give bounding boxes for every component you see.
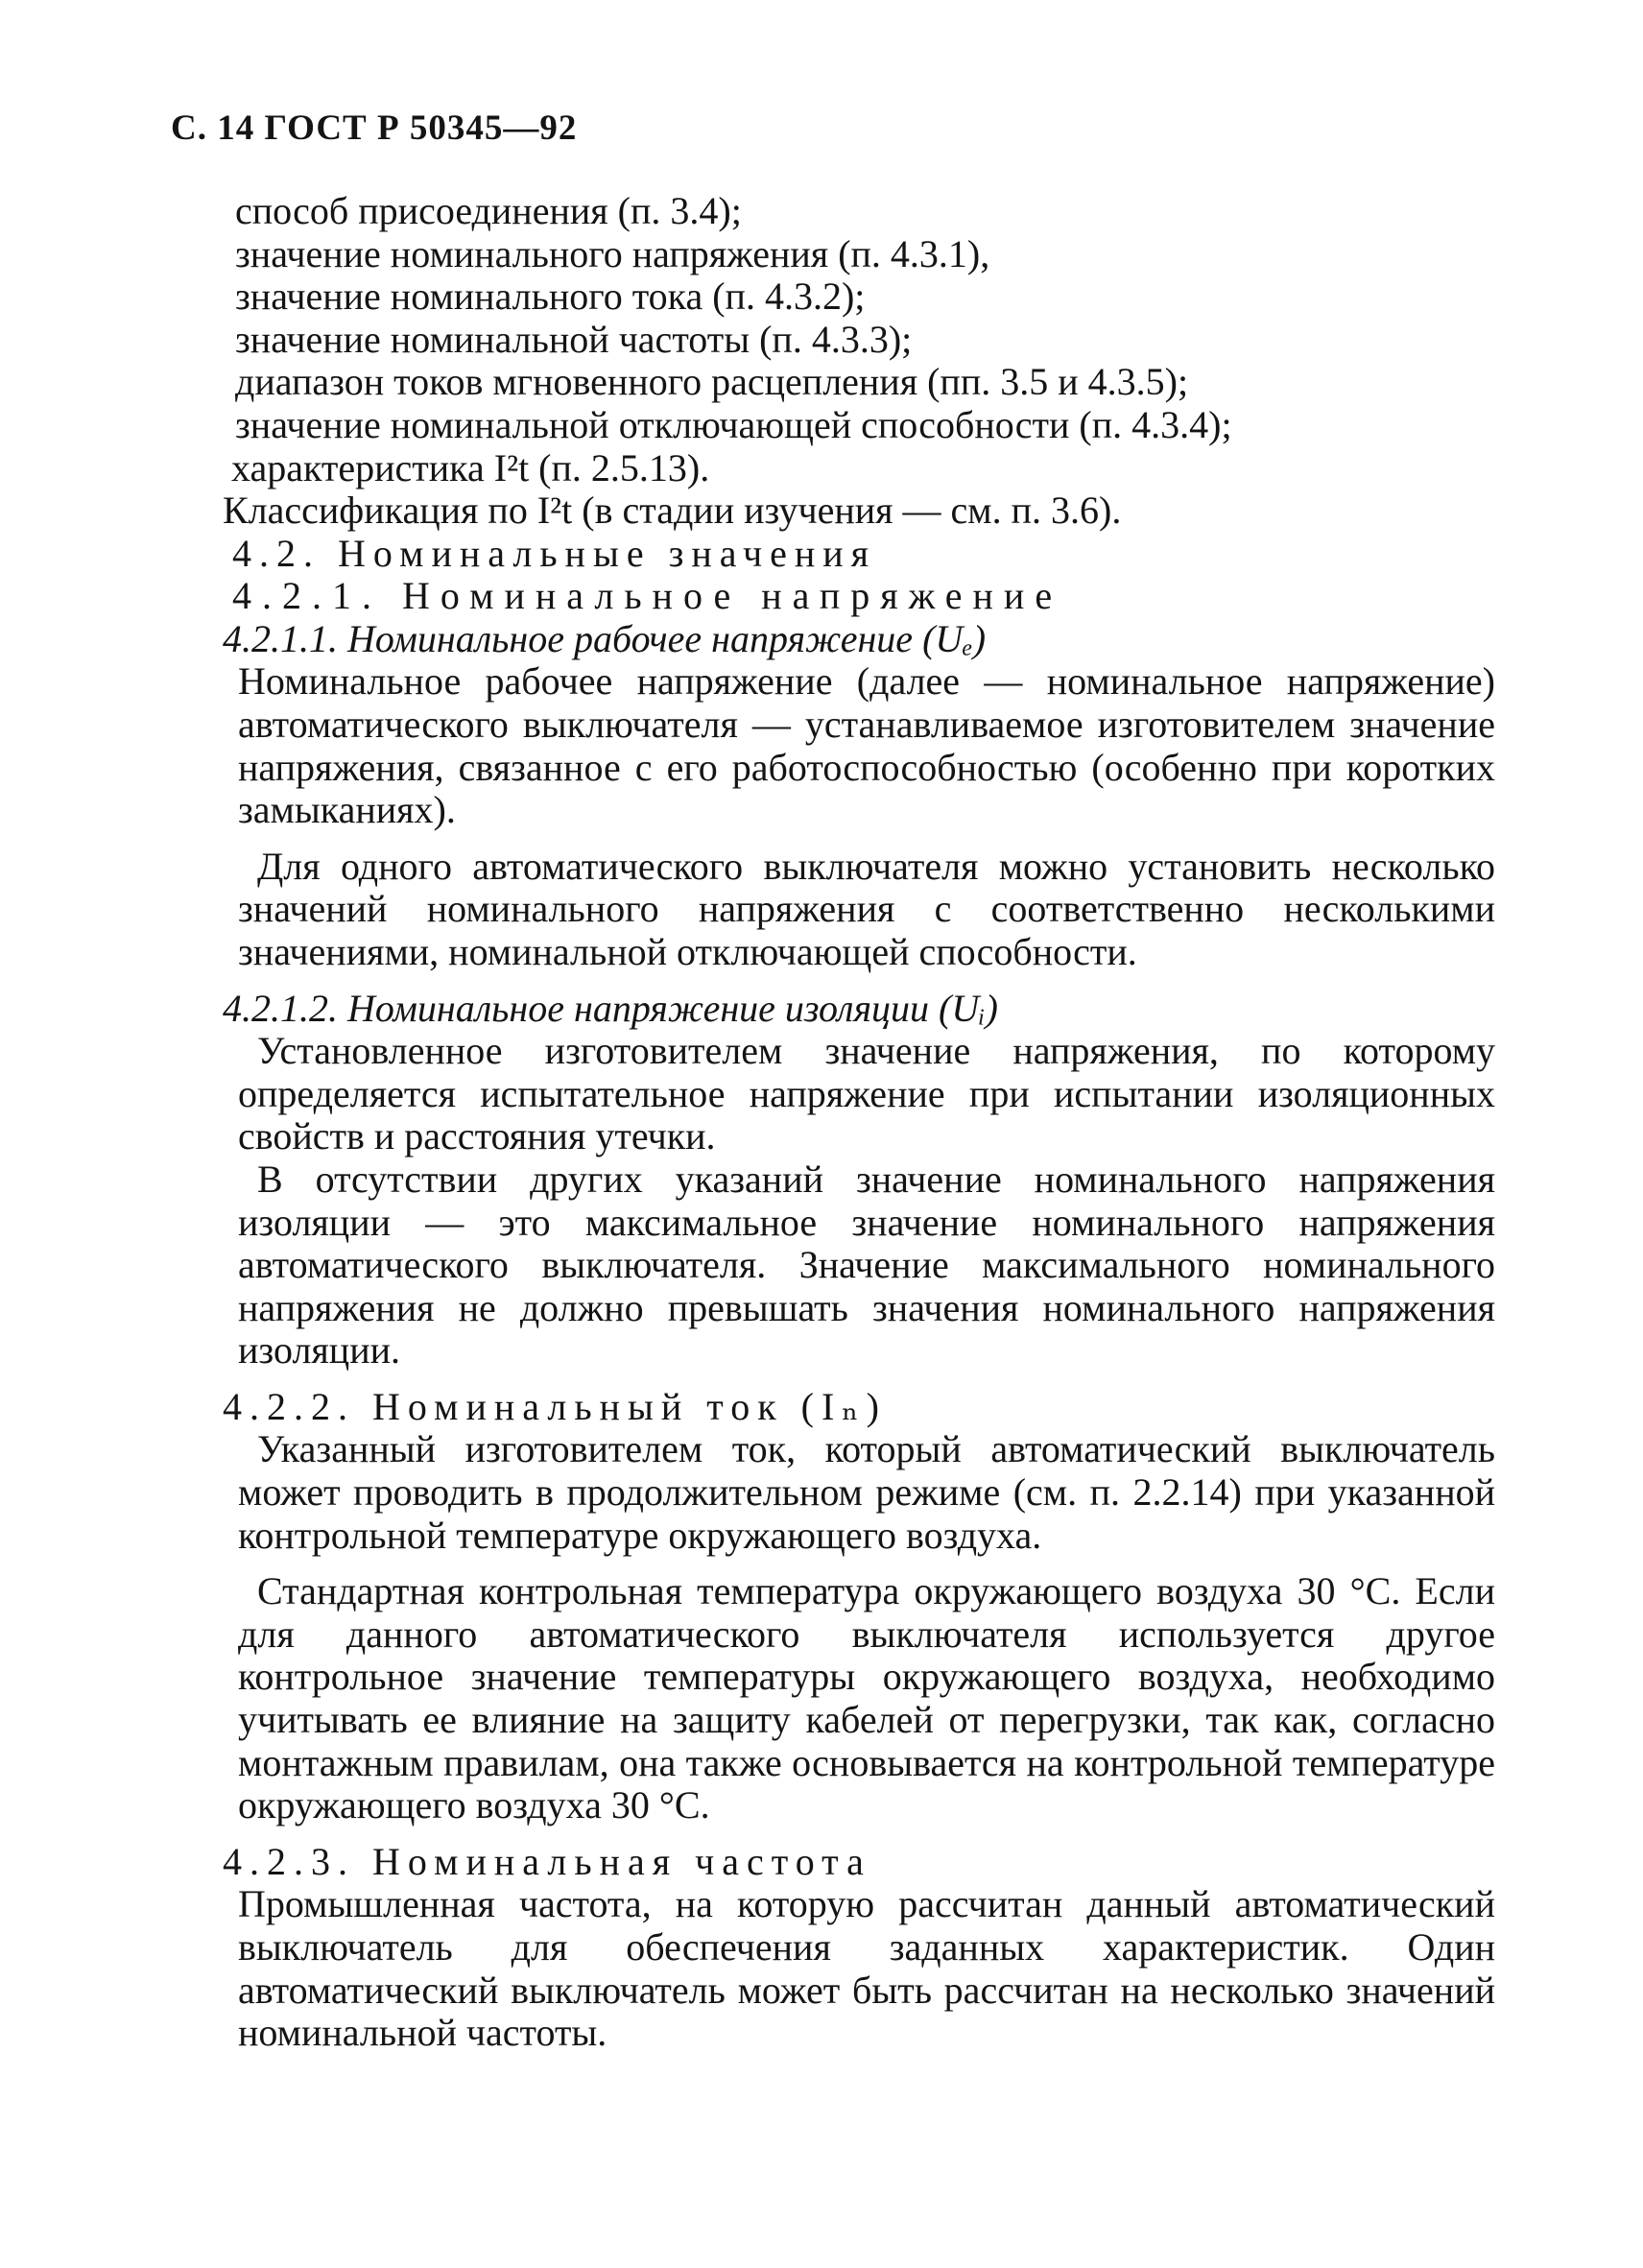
paragraph-text: В отсутствии других указаний значение номинального напряжения изоляции — это максимальное значение номинального напряжения автоматического выключателя. Значение максимального номинального напряжения не должно превышать значения номинального напряжения изоляции. xyxy=(238,1157,1495,1373)
section-heading-4-2-1-1: 4.2.1.1. Номинальное рабочее напряжение (Uₑ) xyxy=(223,616,987,660)
paragraph-insulation-default xyxy=(238,1158,1495,1373)
paragraph-rated-current xyxy=(238,1428,1495,1557)
list-item: способ присоединения (п. 3.4); xyxy=(235,189,742,232)
list-item: значение номинальной отключающей способности (п. 4.3.4); xyxy=(235,402,1232,446)
list-item: значение номинального тока (п. 4.3.2); xyxy=(235,275,866,319)
section-heading-4-2-1-2: 4.2.1.2. Номинальное напряжение изоляции (Uᵢ) xyxy=(223,986,998,1030)
marking-list xyxy=(231,189,1512,489)
classification-line: Классификация по I²t (в стадии изучения — см. п. 3.6). xyxy=(223,489,1122,532)
paragraph-multiple-voltages xyxy=(238,846,1495,974)
list-item: значение номинальной частоты (п. 4.3.3); xyxy=(235,317,913,361)
section-heading-4-2: 4.2. Номинальные значения xyxy=(232,531,877,575)
page-header: С. 14 ГОСТ Р 50345—92 xyxy=(171,108,578,148)
paragraph-text: Промышленная частота, на которую рассчитан данный автоматический выключатель для обеспечения заданных характеристик. Один автоматический выключатель может быть рассчитан на несколько значений номинальной частоты. xyxy=(238,1882,1495,2055)
paragraph-text: Установленное изготовителем значение напряжения, по которому определяется испытательное напряжение при испытании изоляционных свойств и расстояния утечки. xyxy=(238,1029,1495,1158)
paragraph-insulation-voltage xyxy=(238,1030,1495,1158)
list-item: характеристика I²t (п. 2.5.13). xyxy=(231,445,710,489)
spacer xyxy=(223,974,1499,988)
spacer xyxy=(223,1557,1499,1570)
section-heading-4-2-2: 4.2.2. Номинальный ток (Iₙ) xyxy=(223,1384,887,1428)
section-heading-4-2-3: 4.2.3. Номинальная частота xyxy=(223,1839,871,1883)
paragraph-rated-operating-voltage xyxy=(238,660,1495,831)
document-body xyxy=(223,489,1499,2055)
paragraph-text: Номинальное рабочее напряжение (далее — номинальное напряжение) автоматического выключателя — устанавливаемое изготовителем значение напряжения, связанное с его работоспособностью (особенно при коротких замыканиях). xyxy=(238,659,1495,832)
list-item: значение номинального напряжения (п. 4.3.1), xyxy=(235,231,990,275)
paragraph-text: Для одного автоматического выключателя можно установить несколько значений номинального напряжения с соответственно несколькими значениями, номинальной отключающей способности. xyxy=(238,844,1495,973)
paragraph-rated-frequency xyxy=(238,1883,1495,2054)
section-heading-4-2-1: 4.2.1. Номинальное напряжение xyxy=(232,574,1063,618)
spacer xyxy=(223,832,1499,846)
list-item: диапазон токов мгновенного расцепления (пп. 3.5 и 4.3.5); xyxy=(235,360,1189,404)
spacer xyxy=(223,1827,1499,1841)
spacer xyxy=(223,1373,1499,1386)
paragraph-text: Стандартная контрольная температура окружающего воздуха 30 °С. Если для данного автоматического выключателя используется другое контрольное значение температуры окружающего воздуха, необходимо учитывать ее влияние на защиту кабелей от перегрузки, так как, согласно монтажным правилам, она также основывается на контрольной температуре окружающего воздуха 30 °С. xyxy=(238,1569,1495,1827)
paragraph-reference-temperature xyxy=(238,1570,1495,1827)
paragraph-text: Указанный изготовителем ток, который автоматический выключатель может проводить в продолжительном режиме (см. п. 2.2.14) при указанной контрольной температуре окружающего воздуха. xyxy=(238,1427,1495,1557)
